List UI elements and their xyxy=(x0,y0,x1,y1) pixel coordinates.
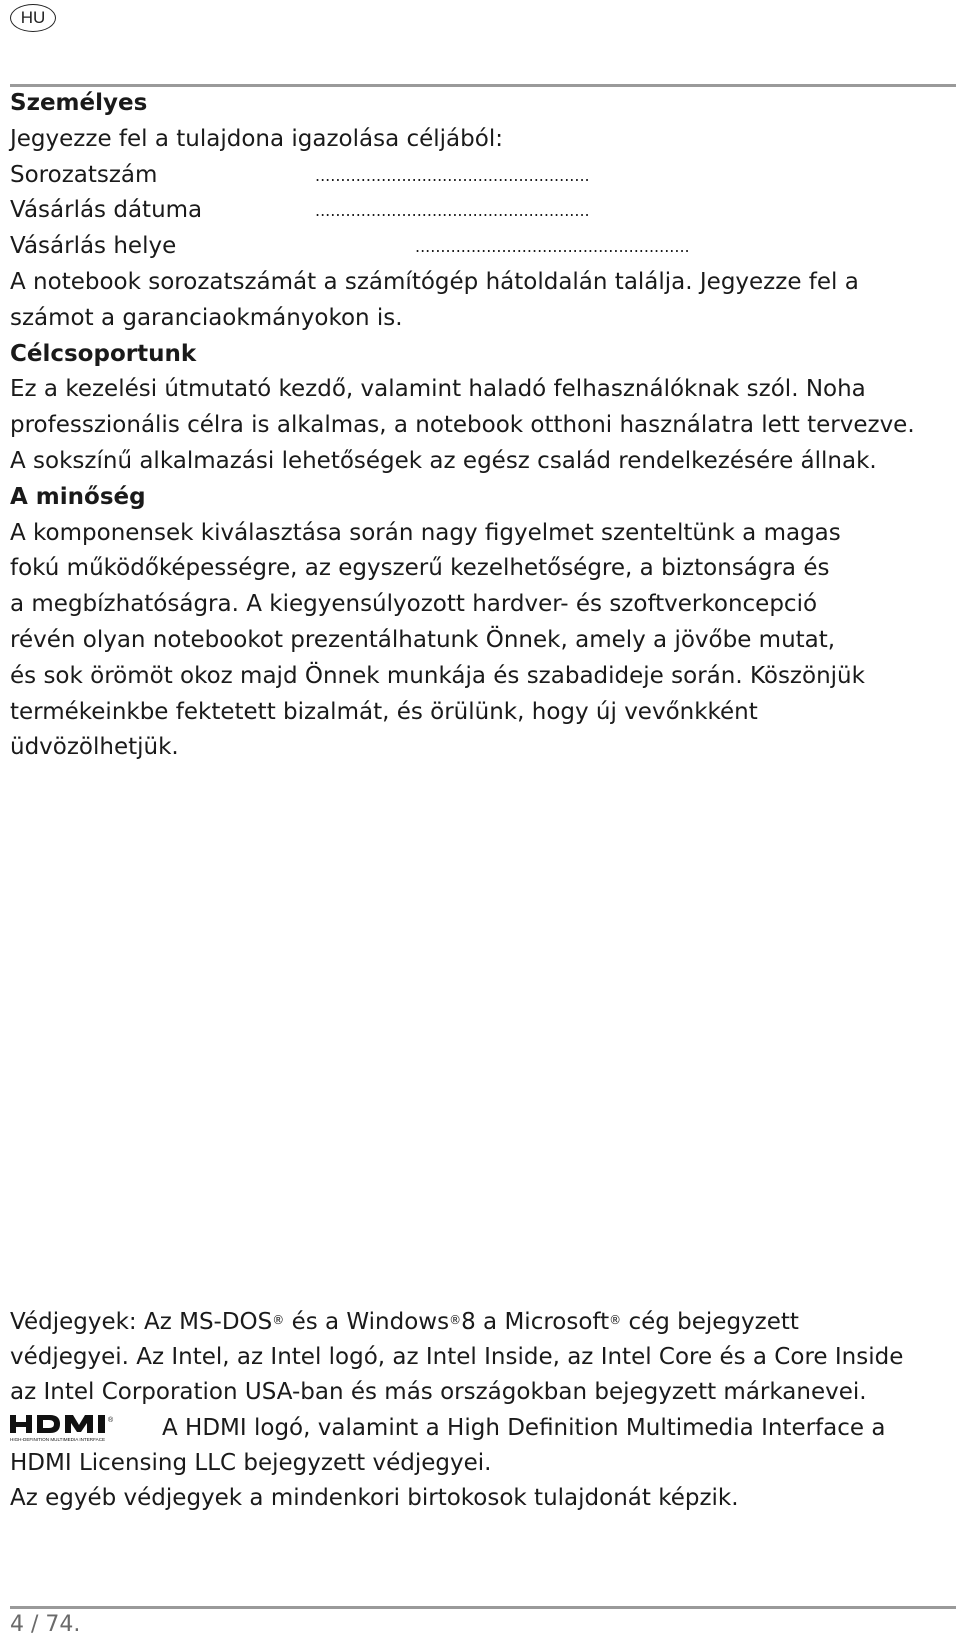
trademark-text: cég bejegyzett xyxy=(621,1309,799,1335)
trademark-text: Védjegyek: Az MS-DOS xyxy=(10,1309,273,1335)
trademark-line: Az egyéb védjegyek a mindenkori birtokosok tulajdonát képzik. xyxy=(10,1484,739,1511)
main-content xyxy=(10,86,950,766)
trademark-line: HDMI Licensing LLC bejegyzett védjegyei. xyxy=(10,1449,492,1476)
registered-mark: ® xyxy=(449,1313,462,1327)
paragraph-line: fokú működőképességre, az egyszerű kezelhetőségre, a biztonságra és xyxy=(10,555,830,582)
section-heading-quality: A minőség xyxy=(10,483,146,510)
paragraph-line: A notebook sorozatszámát a számítógép hátoldalán találja. Jegyezze fel a xyxy=(10,268,859,295)
paragraph-line: A sokszínű alkalmazási lehetőségek az egész család rendelkezésére állnak. xyxy=(10,447,877,474)
field-purchase-date xyxy=(10,193,950,229)
hdmi-logo xyxy=(10,1413,150,1443)
trademark-line: az Intel Corporation USA-ban és más országokban bejegyzett márkanevei. xyxy=(10,1379,867,1406)
paragraph-line: a megbízhatóságra. A kiegyensúlyozott hardver- és szoftverkoncepció xyxy=(10,591,818,618)
paragraph-line: Ez a kezelési útmutató kezdő, valamint haladó felhasználóknak szól. Noha xyxy=(10,376,866,403)
section-heading-target: Célcsoportunk xyxy=(10,340,197,367)
paragraph-line: professzionális célra is alkalmas, a notebook otthoni használatra lett tervezve. xyxy=(10,412,915,439)
trademarks-section xyxy=(10,1305,950,1516)
paragraph-line: és sok örömöt okoz majd Önnek munkája és szabadideje során. Köszönjük xyxy=(10,662,865,689)
trademark-text: és a Windows xyxy=(284,1309,450,1335)
registered-mark: ® xyxy=(108,1417,114,1425)
trademark-line: védjegyei. Az Intel, az Intel logó, az Intel Inside, az Intel Core és a Core Inside xyxy=(10,1344,904,1371)
registered-mark: ® xyxy=(609,1313,622,1327)
language-badge: HU xyxy=(10,4,56,32)
trademark-text: 8 a Microsoft xyxy=(461,1309,610,1335)
field-serial-number xyxy=(10,158,950,194)
paragraph-line: üdvözölhetjük. xyxy=(10,734,179,761)
paragraph-line: révén olyan notebookot prezentálhatunk Önnek, amely a jövőbe mutat, xyxy=(10,626,836,653)
bottom-divider xyxy=(10,1606,956,1609)
registered-mark: ® xyxy=(272,1313,285,1327)
field-label: Vásárlás helye xyxy=(10,233,177,260)
field-fill-dots: ...................................................... xyxy=(415,237,690,257)
paragraph-line: A komponensek kiválasztása során nagy figyelmet szenteltünk a magas xyxy=(10,519,841,546)
hdmi-trademark-line xyxy=(10,1411,950,1446)
paragraph-line: számot a garanciaokmányokon is. xyxy=(10,304,403,331)
field-fill-dots: ...................................................... xyxy=(315,201,590,221)
section-heading-personal: Személyes xyxy=(10,90,148,116)
trademark-line xyxy=(10,1305,950,1340)
page-number: 4 / 74. xyxy=(10,1612,81,1637)
field-fill-dots: ...................................................... xyxy=(315,165,590,185)
field-label: Vásárlás dátuma xyxy=(10,197,203,224)
trademark-text: A HDMI logó, valamint a High Definition Multimedia Interface a xyxy=(162,1414,886,1441)
personal-intro: Jegyezze fel a tulajdona igazolása céljából: xyxy=(10,125,503,152)
field-label: Sorozatszám xyxy=(10,161,158,188)
field-purchase-place xyxy=(10,229,950,265)
hdmi-logo-tagline: HIGH-DEFINITION MULTIMEDIA INTERFACE xyxy=(10,1437,106,1443)
paragraph-line: termékeinkbe fektetett bizalmát, és örülünk, hogy új vevőnkként xyxy=(10,698,758,725)
